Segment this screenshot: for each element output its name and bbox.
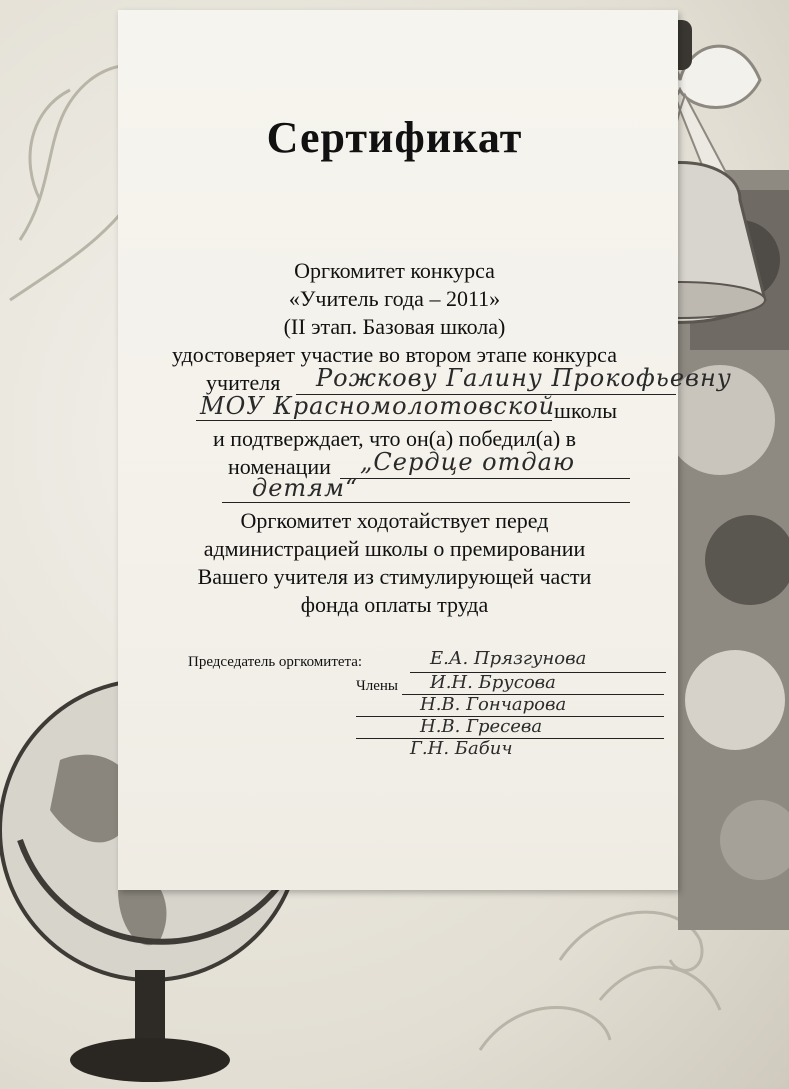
nomination-rule-2 (222, 502, 630, 503)
petition-line-2: администрацией школы о премировании (203, 536, 586, 561)
nomination-label: номенации (228, 454, 331, 479)
member-signature-2: Н.В. Гончарова (420, 694, 567, 715)
chair-signature: Е.А. Прязгунова (430, 648, 587, 669)
certifies-line: удостоверяет участие во втором этапе конкурса (172, 342, 617, 367)
member-signature-1: И.Н. Брусова (430, 672, 556, 693)
school-label: школы (554, 398, 617, 423)
school-name-handwritten: МОУ Красномолотовской (200, 392, 556, 420)
nomination-handwritten-1: „Сердце отдаю (360, 448, 576, 476)
member-signature-3: Н.В. Гресева (420, 716, 543, 737)
teacher-label: учителя (206, 370, 281, 395)
confirm-line: и подтверждает, что он(а) победил(а) в (212, 426, 577, 451)
chair-label: Председатель оргкомитета: (188, 654, 363, 670)
petition-line-1: Оргкомитет ходотайствует перед (240, 508, 549, 533)
stage-line: (II этап. Базовая школа) (283, 314, 506, 339)
petition-line-3: Вашего учителя из стимулирующей части (197, 564, 592, 589)
teacher-name-handwritten: Рожкову Галину Прокофьевну (316, 364, 732, 392)
contest-name-line: «Учитель года – 2011» (288, 286, 501, 311)
organizing-committee-line: Оргкомитет конкурса (294, 258, 495, 283)
members-label: Члены (356, 678, 398, 694)
certificate-title: Сертификат (266, 113, 523, 162)
nomination-rule-1 (340, 478, 630, 479)
school-name-rule (196, 420, 552, 421)
petition-line-4: фонда оплаты труда (300, 592, 489, 617)
nomination-handwritten-2: детям“ (252, 474, 359, 502)
member-signature-4: Г.Н. Бабич (410, 738, 513, 759)
